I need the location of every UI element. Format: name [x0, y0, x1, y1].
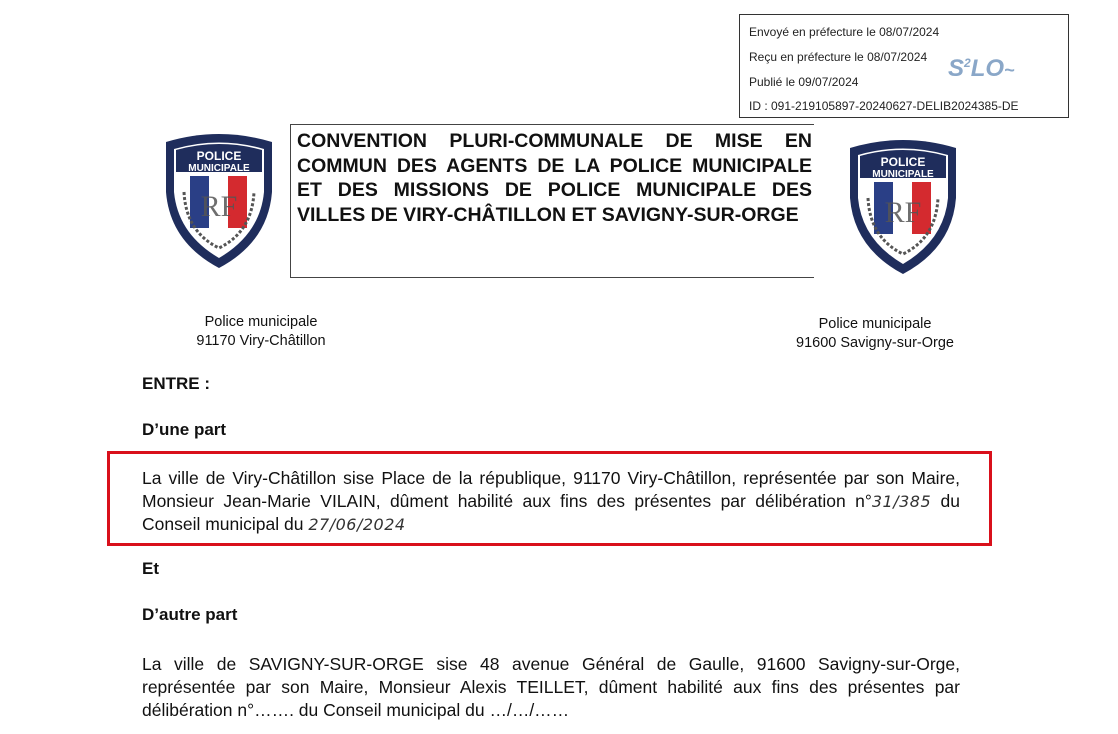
svg-text:RF: RF: [884, 196, 922, 229]
prefecture-stamp: [739, 14, 1069, 118]
left-city-address: [178, 313, 344, 351]
handwritten-council-date: 27/06/2024: [308, 515, 406, 534]
svg-text:RF: RF: [200, 190, 238, 223]
stamp-received-date: Reçu en préfecture le 08/07/2024: [749, 50, 928, 64]
police-badge-right: [846, 138, 960, 278]
stamp-published-date: Publié le 09/07/2024: [749, 75, 859, 89]
stamp-id: ID : 091-219105897-20240627-DELIB2024385-DE: [749, 99, 1019, 113]
viry-chatillon-paragraph: [142, 467, 960, 536]
left-city-line1: Police municipale: [204, 314, 318, 330]
document-title: CONVENTION PLURI-COMMUNALE DE MISE EN COMMUN DES AGENTS DE LA POLICE MUNICIPALE ET DES MISSIONS DE POLICE MUNICIPALE DES VILLES DE VIRY-CHÂTILLON ET SAVIGNY-SUR-ORGE: [297, 130, 812, 226]
police-badge-left: [162, 132, 276, 272]
stamp-sent-date: Envoyé en préfecture le 08/07/2024: [749, 25, 940, 39]
svg-text:MUNICIPALE: MUNICIPALE: [872, 169, 934, 180]
handwritten-deliberation-number: 31/385: [871, 492, 932, 511]
dautre-part-heading: D’autre part: [142, 605, 238, 624]
savigny-paragraph: La ville de SAVIGNY-SUR-ORGE sise 48 avenue Général de Gaulle, 91600 Savigny-sur-Orge, représentée par son Maire, Monsieur Alexis TEILLET, dûment habilité aux fins des présentes par délibération n°……. du Conseil municipal du …/…/……: [142, 654, 960, 720]
svg-text:MUNICIPALE: MUNICIPALE: [188, 163, 250, 174]
dune-part-heading: D’une part: [142, 420, 227, 439]
right-city-address: [776, 315, 974, 353]
et-heading: Et: [142, 559, 159, 578]
para1-text-b: du Conseil municipal du: [142, 491, 960, 534]
svg-text:POLICE: POLICE: [880, 155, 926, 169]
entre-heading: ENTRE :: [142, 374, 210, 393]
right-city-line1: Police municipale: [818, 316, 932, 332]
right-city-line2: 91600 Savigny-sur-Orge: [796, 335, 954, 351]
svg-text:POLICE: POLICE: [196, 149, 242, 163]
left-city-line2: 91170 Viry-Châtillon: [196, 333, 326, 349]
s2lo-logo: $S^2LO\sim$: [948, 55, 1015, 82]
para1-text-a: La ville de Viry-Châtillon sise Place de la république, 91170 Viry-Châtillon, représentée par son Maire, Monsieur Jean-Marie VILAIN, dûment habilité aux fins des présentes par délibération n°: [142, 468, 960, 511]
